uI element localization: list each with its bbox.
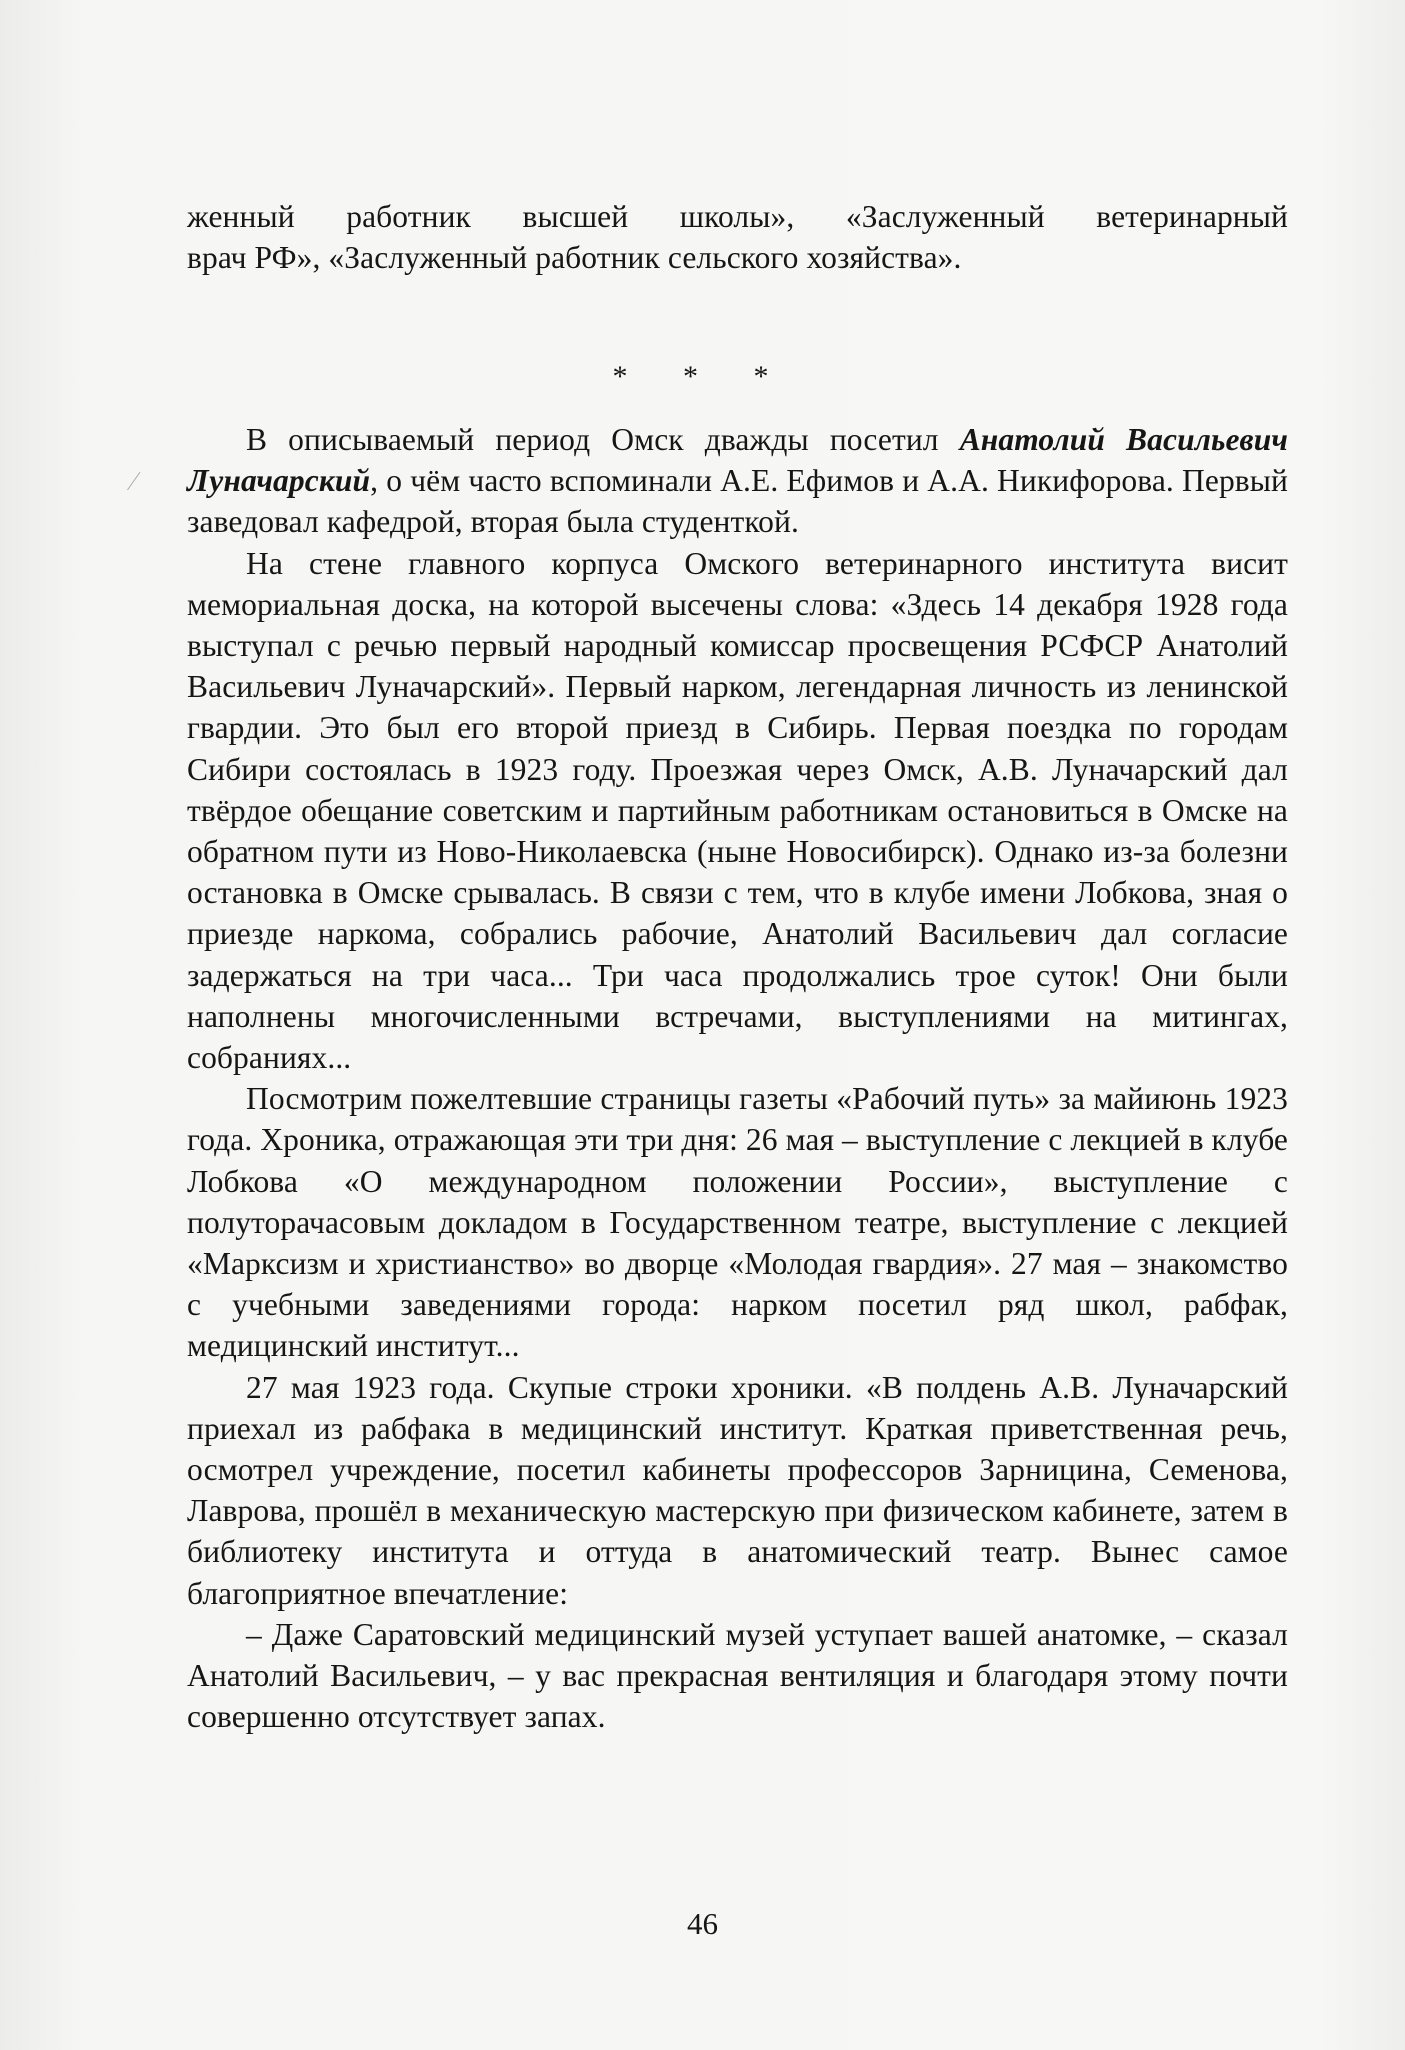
paragraph-1 <box>187 419 1288 543</box>
margin-pencil-mark <box>127 472 152 499</box>
paragraph-2: На стене главного корпуса Омского ветеринарного института висит мемориальная доска, на которой высечены слова: «Здесь 14 декабря 1928 года выступал с речью первый народный комиссар просвещения РСФСР Анатолий Васильевич Луначарский». Первый нарком, легендарная личность из ленинской гвардии. Это был его второй приезд в Сибирь. Первая поездка по городам Сибири состоялась в 1923 году. Проезжая через Омск, А.В. Луначарский дал твёрдое обещание советским и партийным работникам остановиться в Омске на обратном пути из Ново-Николаевска (ныне Новосибирск). Однако из-за болезни остановка в Омске срывалась. В связи с тем, что в клубе имени Лобкова, зная о приезде наркома, собрались рабочие, Анатолий Васильевич дал согласие задержаться на три часа... Три часа продолжались трое суток! Они были наполнены многочисленными встречами, выступлениями на митингах, собраниях... <box>187 545 1288 1076</box>
highlighted-name: Анатолий Васильевич Луначарский <box>187 422 1288 499</box>
intro-paragraph <box>187 196 1288 278</box>
paragraph-4: 27 мая 1923 года. Скупые строки хроники. «В полдень А.В. Луначарский приехал из рабфака в медицинский институт. Краткая приветственная речь, осмотрел учреждение, посетил кабинеты профессоров Зарницина, Семенова, Лаврова, прошёл в механическую мастерскую при физическом кабинете, затем в библиотеку института и оттуда в анатомический театр. Вынес самое благоприятное впечатление: <box>187 1369 1288 1611</box>
paragraph-3: Посмотрим пожелтевшие страницы газеты «Рабочий путь» за майиюнь 1923 года. Хроника, отражающая эти три дня: 26 мая – выступление с лекцией в клубе Лобкова «О международном положении России», выступление с полуторачасовым докладом в Государственном театре, выступление с лекцией «Марксизм и христианство» во дворце «Молодая гвардия». 27 мая – знакомство с учебными заведениями города: нарком посетил ряд школ, рабфак, медицинский институт... <box>187 1081 1289 1364</box>
paragraph-1-end: , о чём часто вспоминали А.Е. Ефимов и А.А. Никифорова. Первый заведовал кафедрой, вторая была студенткой. <box>187 463 1288 540</box>
paragraph-1-start: В описываемый период Омск дважды посетил <box>246 422 960 457</box>
main-text <box>187 419 1288 1738</box>
page-number: 46 <box>687 1906 718 1941</box>
section-divider: * * * <box>612 360 793 393</box>
intro-line-2: врач РФ», «Заслуженный работник сельского хозяйства». <box>187 240 962 276</box>
intro-line-1: женный работник высшей школы», «Заслуженный ветеринарный <box>187 199 1288 234</box>
paragraph-5: – Даже Саратовский медицинский музей уступает вашей анатомке, – сказал Анатолий Васильевич, – у вас прекрасная вентиляция и благодаря этому почти совершенно отсутствует запах. <box>187 1616 1288 1735</box>
